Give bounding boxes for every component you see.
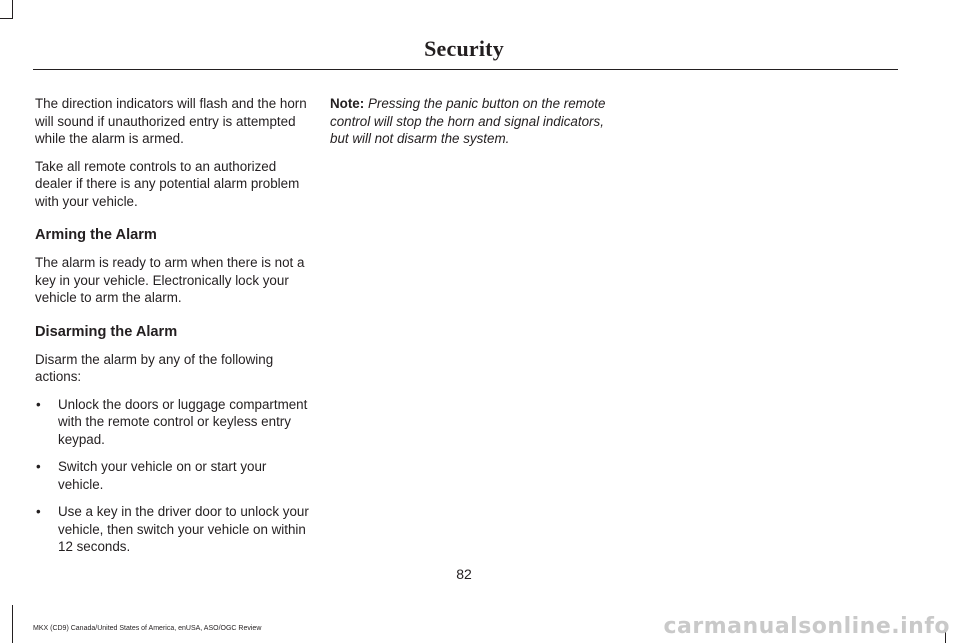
crop-mark-bottom-left-v <box>12 605 13 643</box>
paragraph-direction-indicators: The direction indicators will flash and the horn will sound if unauthorized entry is attempted while the alarm is armed. <box>35 96 307 146</box>
list-item-text: Switch your vehicle on or start your vehicle. <box>58 459 267 492</box>
paragraph-arming: The alarm is ready to arm when there is not a key in your vehicle. Electronically lock your vehicle to arm the alarm. <box>35 255 305 305</box>
list-item <box>35 458 309 493</box>
page-title: Security <box>424 36 504 61</box>
note-text: Pressing the panic button on the remote control will stop the horn and signal indicators, but will not disarm the system. <box>330 96 606 146</box>
watermark: carmanualsonline.info <box>663 614 950 639</box>
left-column <box>35 95 309 566</box>
bullet-icon: • <box>36 396 41 412</box>
header-divider <box>33 69 898 70</box>
list-item <box>35 503 309 556</box>
crop-mark-top-left-h <box>0 18 13 19</box>
list-item <box>35 396 309 449</box>
note-label: Note: <box>330 96 365 111</box>
document-info: MKX (CD9) Canada/United States of America, enUSA, ASO/OGC Review <box>33 625 262 632</box>
paragraph-remote-controls: Take all remote controls to an authorized dealer if there is any potential alarm problem with your vehicle. <box>35 158 300 209</box>
note-paragraph <box>330 95 610 148</box>
list-item-text: Use a key in the driver door to unlock your vehicle, then switch your vehicle on within 12 seconds. <box>58 504 309 554</box>
disarm-actions-list <box>35 396 309 556</box>
bullet-icon: • <box>36 504 41 519</box>
paragraph-disarming: Disarm the alarm by any of the following actions: <box>35 351 274 384</box>
heading-arming-the-alarm: Arming the Alarm <box>35 227 157 243</box>
list-item-text: Unlock the doors or luggage compartment with the remote control or keyless entry keypad. <box>58 396 308 447</box>
bullet-icon: • <box>36 459 41 474</box>
page-number: 82 <box>456 566 472 582</box>
crop-mark-top-left-v <box>12 0 13 18</box>
heading-disarming-the-alarm: Disarming the Alarm <box>35 323 178 340</box>
right-column <box>330 95 610 158</box>
